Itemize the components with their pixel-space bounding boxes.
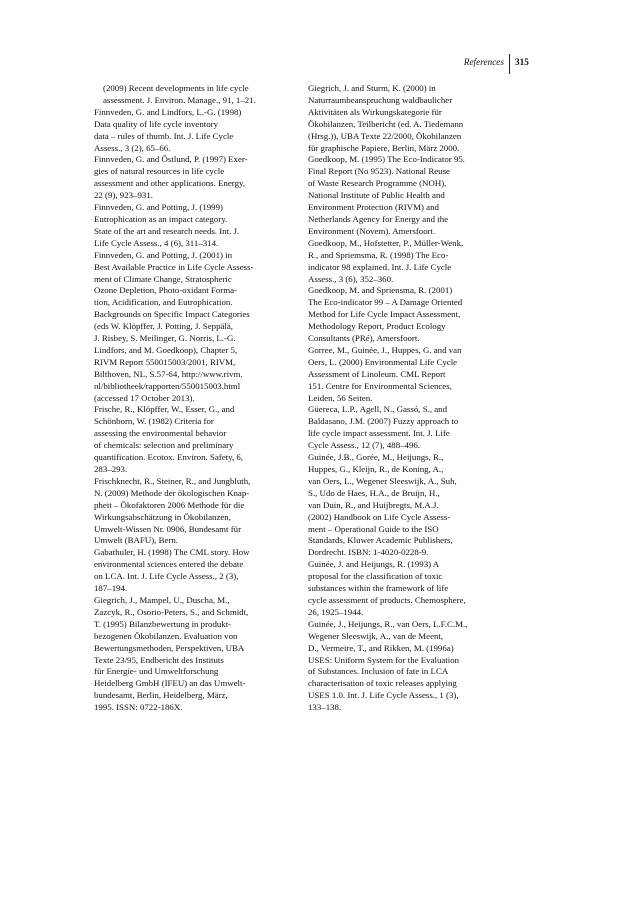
reference-line: characterisation of toxic releases applying — [308, 678, 457, 689]
reference-line: Eutrophication as an impact category. — [94, 213, 228, 224]
reference-line: ment of Climate Change, Stratospheric — [94, 273, 232, 284]
reference-line: für graphische Papiere, Berlin, März 2000. — [308, 142, 460, 153]
reference-line: Finnveden, G. and Östlund, P. (1997) Exer- — [94, 154, 248, 165]
reference-line: T. (1995) Bilanzbewertung in produkt- — [94, 618, 232, 629]
reference-entry-continued — [94, 83, 297, 107]
reference-line: Goedkoop, M., Hofstetter, P., Müller-Wenk, — [308, 237, 464, 248]
reference-entry — [94, 404, 297, 475]
reference-line: bezogenen Ökobilanzen. Evaluation von — [94, 630, 238, 641]
reference-line: Frische, R., Klöpffer, W., Esser, G., and — [94, 404, 235, 415]
reference-line: 1995. ISSN: 0722-186X. — [94, 702, 183, 713]
reference-line: (eds W. Klöpffer, J. Potting, J. Seppälä, — [94, 321, 234, 332]
reference-line: van Oers, L., Wegener Sleeswijk, A., Suh, — [308, 475, 457, 486]
reference-line: of chemicals: selection and preliminary — [94, 440, 234, 451]
reference-line: Cycle Assess., 12 (7), 488–496. — [308, 440, 421, 451]
reference-line: Umwelt (BAFU), Bern. — [94, 535, 179, 546]
reference-line: Method for Life Cycle Impact Assessment, — [308, 309, 461, 320]
reference-line: quantification. Ecotox. Environ. Safety, 6, — [94, 452, 243, 463]
references-left-column — [94, 83, 297, 714]
reference-line: (Hrsg.)), UBA Texte 22/2000, Ökobilanzen — [308, 130, 462, 141]
reference-line: Backgrounds on Specific Impact Categories — [94, 309, 250, 320]
reference-entry — [308, 83, 511, 154]
reference-line: Heidelberg GmbH (IFEU) an das Umwelt- — [94, 678, 246, 689]
reference-entry — [94, 202, 297, 250]
reference-line: Gabathuler, H. (1998) The CML story. How — [94, 547, 250, 558]
reference-entry — [94, 547, 297, 595]
reference-line: assessment and other applications. Energy, — [94, 178, 246, 189]
reference-line: Netherlands Agency for Energy and the — [308, 213, 449, 224]
reference-line: Assessment of Linoleum. CML Report — [308, 368, 446, 379]
reference-line: assessing the environmental behavior — [94, 428, 227, 439]
reference-line: Frischknecht, R., Steiner, R., and Jungbluth, — [94, 475, 251, 486]
reference-line: ment – Operational Guide to the ISO — [308, 523, 439, 534]
reference-entry — [308, 154, 511, 237]
reference-line: bundesamt, Berlin, Heidelberg, März, — [94, 690, 228, 701]
reference-line: of Waste Research Programme (NOH), — [308, 178, 447, 189]
reference-line: D., Vermeire, T., and Rikken, M. (1996a) — [308, 642, 454, 653]
reference-line: pheit – Ökofaktoren 2006 Methode für die — [94, 499, 245, 510]
references-right-column — [308, 83, 511, 714]
reference-line: Goedkoop, M. (1995) The Eco-Indicator 95. — [308, 154, 466, 165]
reference-line: (2009) Recent developments in life cycle — [103, 83, 249, 93]
reference-line: Standards, Kluwer Academic Publishers, — [308, 535, 453, 546]
running-header — [0, 54, 627, 74]
reference-line: Best Available Practice in Life Cycle Assess- — [94, 261, 254, 272]
reference-line: assessment. J. Environ. Manage., 91, 1–21. — [103, 94, 256, 105]
reference-line: Guinée, J. and Heijungs, R. (1993) A — [308, 559, 440, 570]
reference-line: proposal for the classification of toxic — [308, 571, 443, 582]
reference-line: Dordrecht. ISBN: 1-4020-0228-9. — [308, 547, 429, 558]
reference-line: Environment (Novem). Amersfoort. — [308, 225, 436, 236]
reference-line: Zazcyk, R., Osorio-Peters, S., and Schmidt, — [94, 606, 249, 617]
reference-line: N. (2009) Methode der ökologischen Knap- — [94, 487, 250, 498]
reference-line: Goedkoop, M. and Spriensma, R. (2001) — [308, 285, 453, 296]
reference-line: Aktivitäten als Wirkungskategorie für — [308, 106, 442, 117]
reference-line: Giegrich, J., Mampel, U., Duscha, M., — [94, 594, 230, 605]
reference-line: life cycle impact assessment. Int. J. Life — [308, 428, 450, 439]
reference-line: J. Risbey, S. Meilinger, G. Norris, L.-G. — [94, 333, 236, 344]
reference-line: USES 1.0. Int. J. Life Cycle Assess., 1 (3), — [308, 690, 459, 701]
reference-line: cycle assessment of products. Chemosphere, — [308, 594, 466, 605]
reference-line: Lindfors, and M. Goedkoop), Chapter 5, — [94, 344, 238, 355]
reference-entry — [94, 476, 297, 547]
reference-entry — [308, 345, 511, 405]
reference-entry — [308, 285, 511, 345]
reference-entry — [94, 154, 297, 202]
reference-line: indicator 98 explained. Int. J. Life Cycle — [308, 261, 452, 272]
reference-line: RIVM Report 550015003/2001, RIVM, — [94, 356, 236, 367]
reference-entry — [94, 595, 297, 714]
reference-line: Umwelt-Wissen Nr. 0906, Bundesamt für — [94, 523, 242, 534]
reference-line: Wegener Sleeswijk, A., van de Meent, — [308, 630, 444, 641]
reference-line: Bilthoven, NL, S.57-64, http://www.rivm. — [94, 368, 243, 379]
reference-line: of Substances. Inclusion of fate in LCA — [308, 666, 449, 677]
reference-line: environmental sciences entered the debate — [94, 559, 244, 570]
reference-line: 283–293. — [94, 464, 128, 474]
reference-line: nl/bibliotheek/rapporten/550015003.html — [94, 380, 241, 391]
reference-line: 151. Centre for Environmental Sciences, — [308, 380, 452, 391]
reference-line: State of the art and research needs. Int. J. — [94, 225, 240, 236]
reference-line: The Eco-indicator 99 – A Damage Oriented — [308, 297, 463, 308]
reference-line: Texte 23/95, Endbericht des Instituts — [94, 654, 224, 665]
reference-line: Guinée, J.B., Gorée, M., Heijungs, R., — [308, 452, 444, 463]
reference-line: (2002) Handbook on Life Cycle Assess- — [308, 511, 451, 522]
header-divider — [509, 54, 510, 74]
reference-line: Final Report (No 9523). National Reuse — [308, 166, 450, 177]
reference-entry — [94, 107, 297, 155]
reference-line: Leiden, 56 Seiten. — [308, 392, 373, 403]
reference-line: 133–138. — [308, 702, 342, 713]
reference-line: Gorree, M., Guinée, J., Huppes, G. and van — [308, 344, 462, 355]
reference-entry — [308, 404, 511, 452]
reference-line: 187–194. — [94, 583, 128, 594]
reference-line: Naturraumbeanspruchung waldbaulicher — [308, 94, 453, 105]
reference-line: S., Udo de Haes, H.A., de Bruijn, H., — [308, 487, 440, 498]
reference-line: Finnveden, G. and Lindfors, L.-G. (1998) — [94, 106, 242, 117]
reference-line: 22 (9), 923–931. — [94, 190, 153, 201]
reference-line: Assess., 3 (2), 65–66. — [94, 142, 171, 153]
reference-line: tion, Acidification, and Eutrophication. — [94, 297, 233, 308]
reference-line: Assess., 3 (6), 352–360. — [308, 273, 394, 284]
reference-line: Oers, L. (2000) Environmental Life Cycle — [308, 356, 458, 367]
reference-line: National Institute of Public Health and — [308, 190, 445, 201]
reference-line: Giegrich, J. and Sturm, K. (2000) in — [308, 83, 436, 93]
reference-line: Baldasano, J.M. (2007) Fuzzy approach to — [308, 416, 459, 427]
reference-line: Environment Protection (RIVM) and — [308, 202, 439, 213]
reference-line: Bewertungsmethoden, Perspektiven, UBA — [94, 642, 245, 653]
reference-line: für Energie- und Umweltforschung — [94, 666, 219, 677]
reference-line: (accessed 17 October 2013). — [94, 392, 195, 403]
reference-line: Finnveden, G. and Potting, J. (1999) — [94, 202, 223, 213]
reference-line: on LCA. Int. J. Life Cycle Assess., 2 (3), — [94, 571, 239, 582]
reference-line: data – rules of thumb. Int. J. Life Cycle — [94, 130, 234, 141]
reference-line: Guinée, J., Heijungs, R., van Oers, L.F.C.M., — [308, 618, 468, 629]
reference-line: Schönborn, W. (1982) Criteria for — [94, 416, 214, 427]
reference-line: Life Cycle Assess., 4 (6), 311–314. — [94, 237, 219, 248]
reference-entry — [308, 452, 511, 559]
reference-entry — [94, 250, 297, 405]
reference-line: Consultants (PRé), Amersfoort. — [308, 333, 420, 344]
reference-entry — [308, 619, 511, 714]
reference-line: Methodology Report, Product Ecology — [308, 321, 446, 332]
page-number: 315 — [515, 57, 529, 67]
reference-line: Wirkungsabschätzung in Ökobilanzen, — [94, 511, 231, 522]
reference-line: USES: Uniform System for the Evaluation — [308, 654, 460, 665]
reference-line: 26, 1925–1944. — [308, 606, 364, 617]
reference-line: R., and Spriemsma, R. (1998) The Eco- — [308, 249, 449, 260]
reference-entry — [308, 559, 511, 619]
running-title: References — [463, 57, 504, 67]
reference-line: van Duin, R., and Huijbregts, M.A.J. — [308, 499, 439, 510]
reference-line: Ozone Depletion, Photo-oxidant Forma- — [94, 285, 237, 296]
reference-entry — [308, 238, 511, 286]
reference-line: gies of natural resources in life cycle — [94, 166, 225, 177]
reference-line: Ökobilanzen, Teilbericht (ed. A. Tiedemann — [308, 118, 464, 129]
reference-line: substances within the framework of life — [308, 583, 449, 594]
reference-line: Huppes, G., Kleijn, R., de Koning, A., — [308, 464, 444, 474]
reference-line: Güereca, L.P., Agell, N., Gassó, S., and — [308, 404, 448, 415]
reference-line: Finnveden, G. and Potting, J. (2001) in — [94, 249, 233, 260]
reference-line: Data quality of life cycle inventory — [94, 118, 219, 129]
